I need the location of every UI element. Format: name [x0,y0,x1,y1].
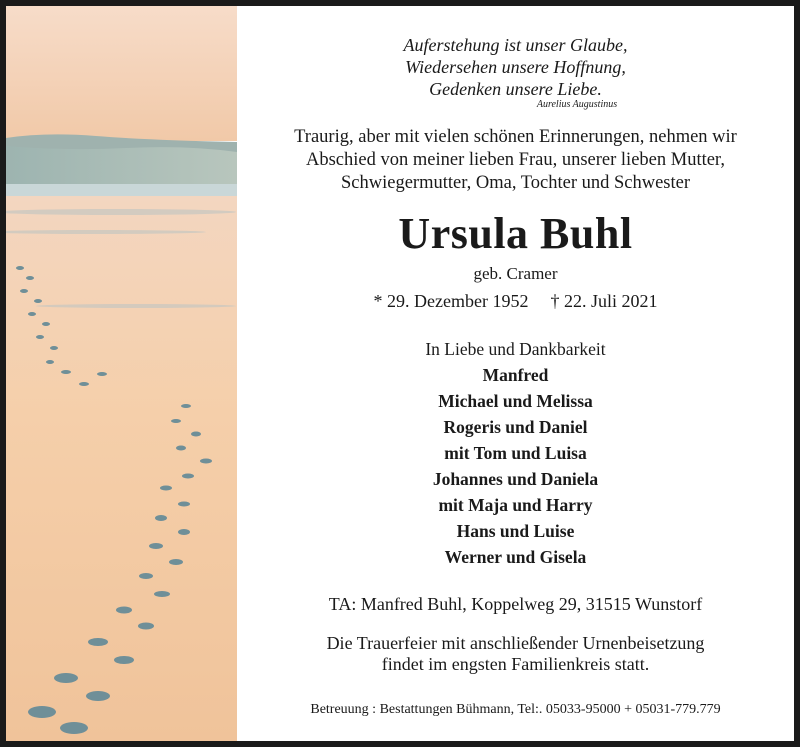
mourner-name: Werner und Gisela [444,547,587,567]
mourners-heading: In Liebe und Dankbarkeit [425,339,606,359]
motto-line-3: Gedenken unsere Liebe. [429,79,602,99]
death-date: † 22. Juli 2021 [550,291,658,311]
beach-footprints-photo [6,6,237,741]
motto-line-2: Wiedersehen unsere Hoffnung, [405,57,626,77]
birth-date: * 29. Dezember 1952 [373,291,529,311]
motto-line-1: Auferstehung ist unser Glaube, [403,35,628,55]
mourner-name: mit Tom und Luisa [444,443,587,463]
mourner-name: Johannes und Daniela [432,469,599,489]
maiden-name: geb. Cramer [473,264,558,283]
address-line: TA: Manfred Buhl, Koppelweg 29, 31515 Wunstorf [328,594,703,614]
motto-author: Aurelius Augustinus [536,99,618,110]
deceased-name: Ursula Buhl [398,209,633,258]
mourner-name: Hans und Luise [456,521,575,541]
mourner-name: Rogeris und Daniel [443,417,588,437]
life-dates [237,291,794,312]
mourner-name: Michael und Melissa [438,391,593,411]
ceremony-line-2: findet im engsten Familienkreis statt. [381,654,650,674]
intro-line-1: Traurig, aber mit vielen schönen Erinnerungen, nehmen wir [294,127,737,147]
intro-line-2: Abschied von meiner lieben Frau, unserer lieben Mutter, [306,150,725,170]
mourner-name: Manfred [482,365,549,385]
mourner-name: mit Maja und Harry [438,495,593,515]
intro-line-3: Schwiegermutter, Oma, Tochter und Schwester [340,173,691,193]
notice-text [237,6,794,741]
funeral-home-footer: Betreuung : Bestattungen Bühmann, Tel:. 05033-95000 + 05031-779.779 [310,702,721,717]
ceremony-line-1: Die Trauerfeier mit anschließender Urnenbeisetzung [326,633,705,653]
